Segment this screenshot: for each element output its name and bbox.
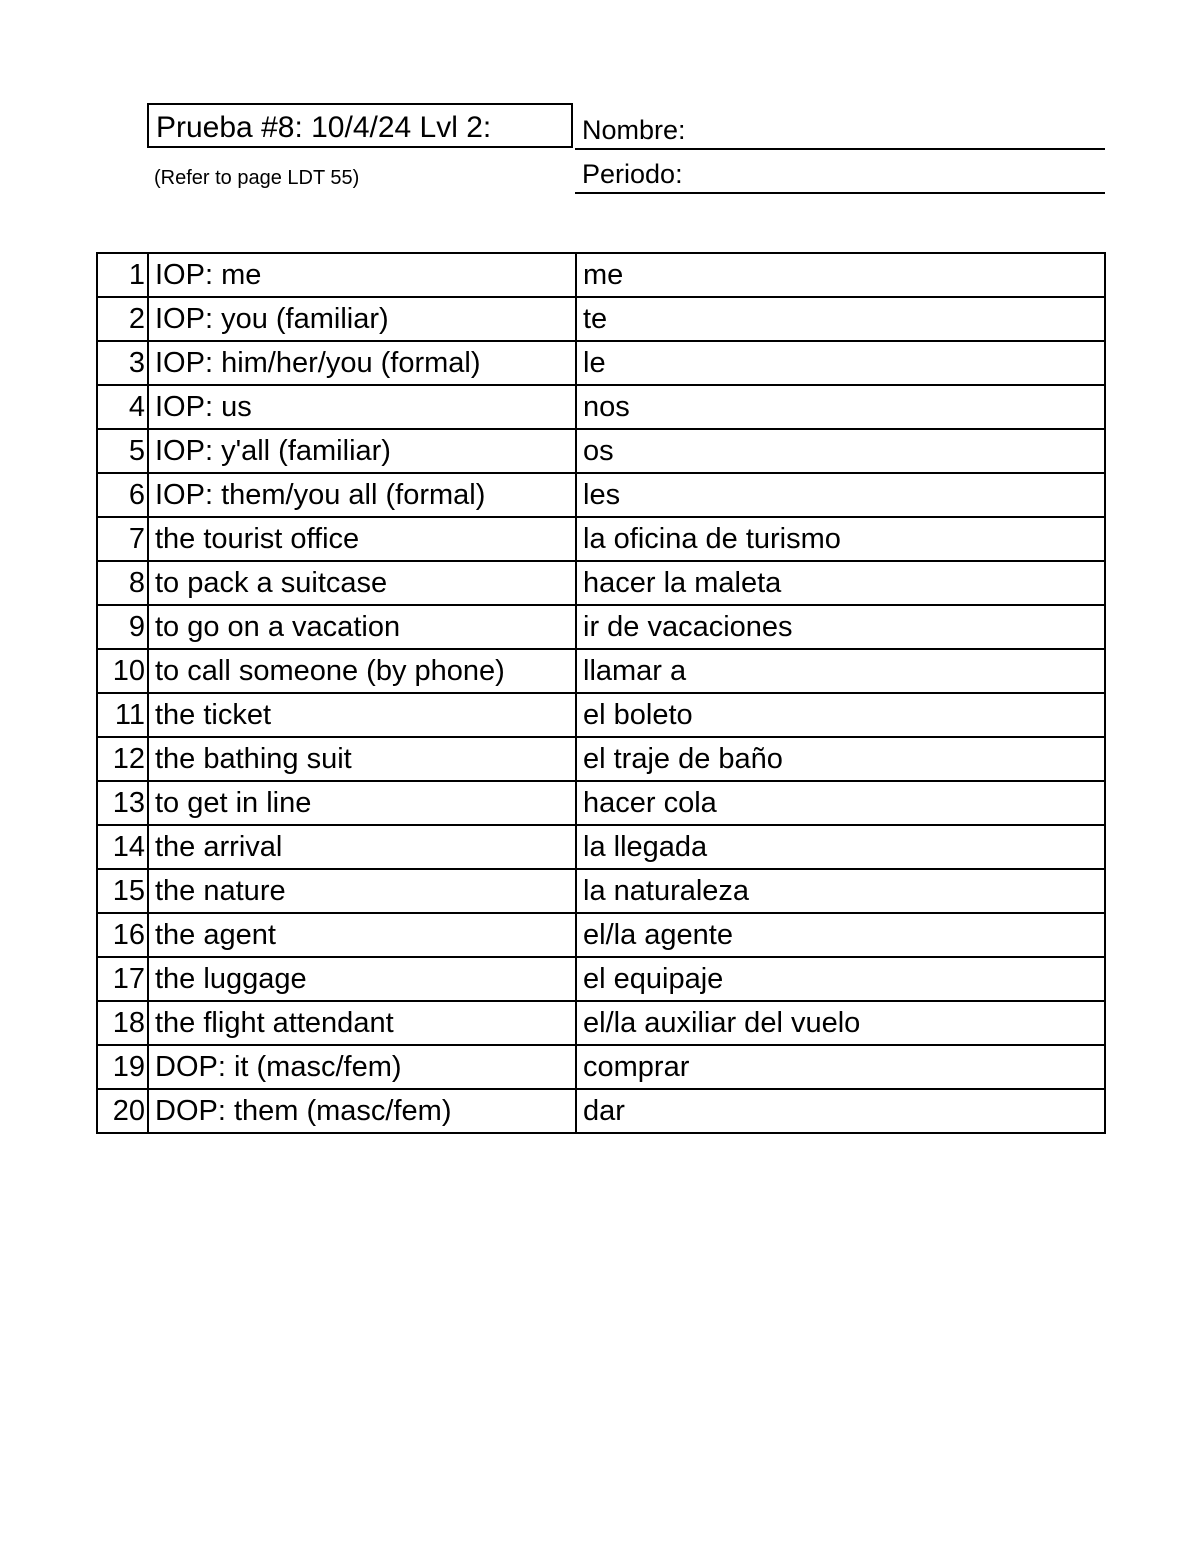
row-number: 18 [97, 1001, 148, 1045]
table-row [97, 825, 1105, 869]
spanish-term: nos [576, 385, 1105, 429]
english-term: the arrival [148, 825, 576, 869]
table-row [97, 737, 1105, 781]
vocabulary-table [96, 252, 1106, 1134]
table-row [97, 517, 1105, 561]
quiz-title: Prueba #8: 10/4/24 Lvl 2: [147, 103, 573, 148]
row-number: 13 [97, 781, 148, 825]
spanish-term: el/la agente [576, 913, 1105, 957]
english-term: to pack a suitcase [148, 561, 576, 605]
english-term: the ticket [148, 693, 576, 737]
spanish-term: te [576, 297, 1105, 341]
spanish-term: hacer cola [576, 781, 1105, 825]
spanish-term: les [576, 473, 1105, 517]
row-number: 12 [97, 737, 148, 781]
table-row [97, 1001, 1105, 1045]
english-term: IOP: me [148, 253, 576, 297]
english-term: IOP: us [148, 385, 576, 429]
table-row [97, 253, 1105, 297]
table-row [97, 1089, 1105, 1133]
row-number: 20 [97, 1089, 148, 1133]
row-number: 8 [97, 561, 148, 605]
spanish-term: el traje de baño [576, 737, 1105, 781]
table-row [97, 297, 1105, 341]
table-row [97, 781, 1105, 825]
name-field: Nombre: [575, 110, 1105, 150]
english-term: IOP: you (familiar) [148, 297, 576, 341]
table-row [97, 869, 1105, 913]
english-term: the tourist office [148, 517, 576, 561]
table-row [97, 605, 1105, 649]
spanish-term: ir de vacaciones [576, 605, 1105, 649]
table-row [97, 1045, 1105, 1089]
row-number: 19 [97, 1045, 148, 1089]
spanish-term: la oficina de turismo [576, 517, 1105, 561]
spanish-term: el boleto [576, 693, 1105, 737]
table-row [97, 341, 1105, 385]
english-term: the bathing suit [148, 737, 576, 781]
table-row [97, 385, 1105, 429]
row-number: 2 [97, 297, 148, 341]
english-term: the flight attendant [148, 1001, 576, 1045]
english-term: to get in line [148, 781, 576, 825]
table-row [97, 693, 1105, 737]
english-term: IOP: them/you all (formal) [148, 473, 576, 517]
spanish-term: os [576, 429, 1105, 473]
row-number: 3 [97, 341, 148, 385]
row-number: 17 [97, 957, 148, 1001]
spanish-term: hacer la maleta [576, 561, 1105, 605]
english-term: IOP: him/her/you (formal) [148, 341, 576, 385]
page-reference-note: (Refer to page LDT 55) [154, 167, 360, 189]
spanish-term: me [576, 253, 1105, 297]
english-term: to call someone (by phone) [148, 649, 576, 693]
spanish-term: el equipaje [576, 957, 1105, 1001]
spanish-term: la llegada [576, 825, 1105, 869]
row-number: 10 [97, 649, 148, 693]
spanish-term: comprar [576, 1045, 1105, 1089]
table-row [97, 913, 1105, 957]
table-row [97, 561, 1105, 605]
english-term: the nature [148, 869, 576, 913]
spanish-term: llamar a [576, 649, 1105, 693]
row-number: 5 [97, 429, 148, 473]
row-number: 4 [97, 385, 148, 429]
spanish-term: la naturaleza [576, 869, 1105, 913]
vocabulary-table-body [97, 253, 1105, 1133]
table-row [97, 473, 1105, 517]
english-term: the luggage [148, 957, 576, 1001]
row-number: 7 [97, 517, 148, 561]
spanish-term: le [576, 341, 1105, 385]
table-row [97, 429, 1105, 473]
english-term: to go on a vacation [148, 605, 576, 649]
period-field: Periodo: [575, 154, 1105, 194]
row-number: 9 [97, 605, 148, 649]
english-term: DOP: them (masc/fem) [148, 1089, 576, 1133]
row-number: 14 [97, 825, 148, 869]
row-number: 11 [97, 693, 148, 737]
row-number: 15 [97, 869, 148, 913]
spanish-term: dar [576, 1089, 1105, 1133]
english-term: IOP: y'all (familiar) [148, 429, 576, 473]
table-row [97, 957, 1105, 1001]
row-number: 1 [97, 253, 148, 297]
english-term: the agent [148, 913, 576, 957]
table-row [97, 649, 1105, 693]
english-term: DOP: it (masc/fem) [148, 1045, 576, 1089]
spanish-term: el/la auxiliar del vuelo [576, 1001, 1105, 1045]
row-number: 16 [97, 913, 148, 957]
row-number: 6 [97, 473, 148, 517]
